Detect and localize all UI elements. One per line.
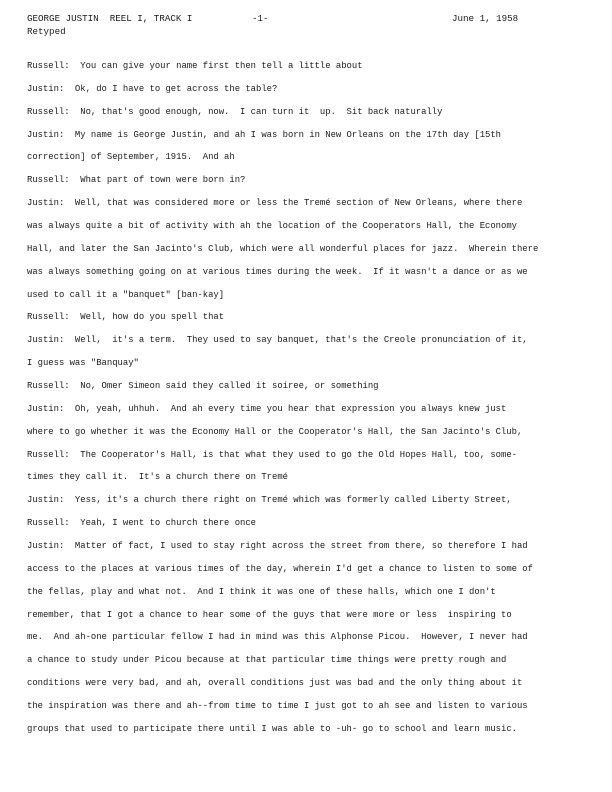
- transcript-line: Russell: You can give your name first then tell a little about: [27, 61, 363, 71]
- transcript-line: Justin: Ok, do I have to get across the table?: [27, 84, 278, 94]
- transcript-line: Hall, and later the San Jacinto's Club, which were all wonderful places for jazz. Wherein there: [27, 244, 539, 254]
- transcript-line: Justin: Yess, it's a church there right on Tremé which was formerly called Liberty Street,: [27, 495, 512, 505]
- transcript-line: conditions were very bad, and ah, overall conditions just was bad and the only thing about it: [27, 678, 523, 688]
- transcript-line: was always something going on at various times during the week. If it wasn't a dance or as we: [27, 267, 528, 277]
- page-number: -1-: [252, 13, 269, 24]
- transcript-line: used to call it a "banquet" [ban-kay]: [27, 290, 225, 300]
- transcript-line: Russell: Yeah, I went to church there once: [27, 518, 257, 528]
- transcript-line: me. And ah-one particular fellow I had in mind was this Alphonse Picou. However, I never had: [27, 632, 528, 642]
- transcript-line: groups that used to participate there until I was able to -uh- go to school and learn music.: [27, 724, 517, 734]
- transcript-line: Justin: Well, it's a term. They used to say banquet, that's the Creole pronunciation of it,: [27, 335, 528, 345]
- transcript-line: the fellas, play and what not. And I think it was one of these halls, which one I don't: [27, 587, 496, 597]
- transcript-line: remember, that I got a chance to hear some of the guys that were more or less inspiring to: [27, 610, 512, 620]
- transcript-line: Russell: No, that's good enough, now. I can turn it up. Sit back naturally: [27, 107, 443, 117]
- transcript-line: the inspiration was there and ah--from time to time I just got to ah see and listen to various: [27, 701, 528, 711]
- document-title: GEORGE JUSTIN REEL I, TRACK I: [27, 13, 193, 24]
- transcript-line: Russell: Well, how do you spell that: [27, 312, 225, 322]
- transcript-line: Justin: Well, that was considered more or less the Tremé section of New Orleans, where there: [27, 198, 523, 208]
- transcript-line: times they call it. It's a church there on Tremé: [27, 472, 288, 482]
- transcript-line: Russell: No, Omer Simeon said they called it soiree, or something: [27, 381, 379, 391]
- transcript-line: correction] of September, 1915. And ah: [27, 152, 235, 162]
- transcript-line: where to go whether it was the Economy Hall or the Cooperator's Hall, the San Jacinto's Club,: [27, 427, 523, 437]
- transcript-line: I guess was "Banquay": [27, 358, 139, 368]
- transcript-line: was always quite a bit of activity with ah the location of the Cooperators Hall, the Economy: [27, 221, 517, 231]
- transcript-line: a chance to study under Picou because at that particular time things were pretty rough and: [27, 655, 507, 665]
- transcript-line: Justin: Matter of fact, I used to stay right across the street from there, so therefore I had: [27, 541, 528, 551]
- transcript-line: Russell: What part of town were born in?: [27, 175, 246, 185]
- transcript-line: access to the places at various times of the day, wherein I'd get a chance to listen to some of: [27, 564, 533, 574]
- transcript-line: Justin: Oh, yeah, uhhuh. And ah every time you hear that expression you always knew just: [27, 404, 507, 414]
- transcript-line: Justin: My name is George Justin, and ah I was born in New Orleans on the 17th day [15th: [27, 130, 502, 140]
- transcript-line: Russell: The Cooperator's Hall, is that what they used to go the Old Hopes Hall, too, some-: [27, 450, 517, 460]
- document-date: June 1, 1958: [452, 13, 519, 24]
- retyped-note: Retyped: [27, 26, 66, 37]
- page-header: [27, 13, 587, 27]
